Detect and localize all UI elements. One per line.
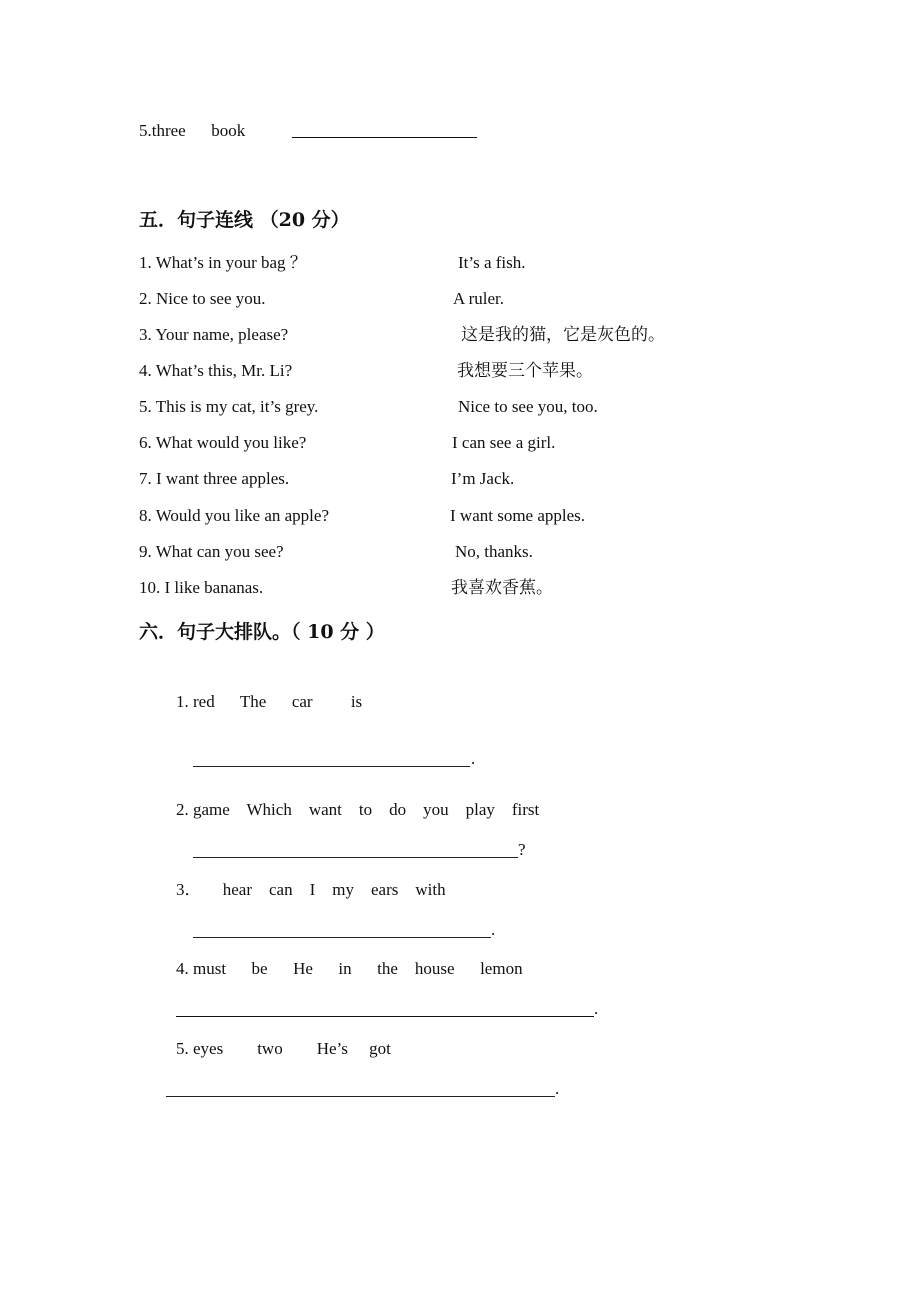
match-left-5[interactable]: 5. This is my cat, it’s grey. [139, 397, 319, 416]
match-right-2[interactable]: A ruler. [453, 289, 504, 308]
match-left-1[interactable]: 1. What’s in your bag ？ [139, 253, 307, 272]
reorder-item-5-end-mark: . [555, 1079, 560, 1098]
match-right-6[interactable]: I can see a girl. [452, 433, 556, 452]
reorder-item-4-end-mark: . [594, 999, 599, 1018]
match-right-9[interactable]: No, thanks. [455, 542, 533, 561]
reorder-item-4-answer-line[interactable] [176, 1016, 594, 1017]
prev-item-5-answer-line[interactable] [292, 137, 477, 138]
section6-heading: 六．句子大排队。（ 10 分 ） [139, 621, 385, 643]
match-left-7[interactable]: 7. I want three apples. [139, 469, 290, 488]
match-right-8[interactable]: I want some apples. [450, 506, 586, 525]
reorder-item-4-words: 4. must be He in the house lemon [176, 959, 523, 978]
reorder-item-3-answer-line[interactable] [193, 937, 491, 938]
reorder-item-1-end-mark: . [471, 749, 476, 768]
match-right-1[interactable]: It’s a fish. [458, 253, 526, 272]
match-right-7[interactable]: I’m Jack. [451, 469, 515, 488]
reorder-item-3-words: 3． hear can I my ears with [176, 880, 446, 899]
match-right-4[interactable]: 我想要三个苹果。 [457, 361, 593, 380]
reorder-item-5-words: 5. eyes two He’s got [176, 1039, 391, 1058]
prev-item-5: 5.three book [139, 121, 246, 140]
reorder-item-5-answer-line[interactable] [166, 1096, 555, 1097]
reorder-item-3-end-mark: . [491, 920, 496, 939]
match-left-8[interactable]: 8. Would you like an apple? [139, 506, 329, 525]
match-left-4[interactable]: 4. What’s this, Mr. Li? [139, 361, 293, 380]
reorder-item-1-answer-line[interactable] [193, 766, 470, 767]
reorder-item-2-words: 2. game Which want to do you play first [176, 800, 540, 819]
match-left-9[interactable]: 9. What can you see? [139, 542, 284, 561]
match-left-10[interactable]: 10. I like bananas. [139, 578, 264, 597]
match-right-5[interactable]: Nice to see you, too. [458, 397, 598, 416]
match-right-3[interactable]: 这是我的猫，它是灰色的。 [461, 325, 665, 344]
reorder-item-1-words: 1. red The car is [176, 692, 363, 711]
match-left-6[interactable]: 6. What would you like? [139, 433, 307, 452]
match-left-3[interactable]: 3. Your name, please? [139, 325, 289, 344]
reorder-item-2-end-mark: ? [518, 840, 526, 859]
section5-heading: 五．句子连线 （20 分） [139, 209, 350, 231]
match-right-10[interactable]: 我喜欢香蕉。 [451, 578, 553, 597]
match-left-2[interactable]: 2. Nice to see you. [139, 289, 266, 308]
reorder-item-2-answer-line[interactable] [193, 857, 518, 858]
